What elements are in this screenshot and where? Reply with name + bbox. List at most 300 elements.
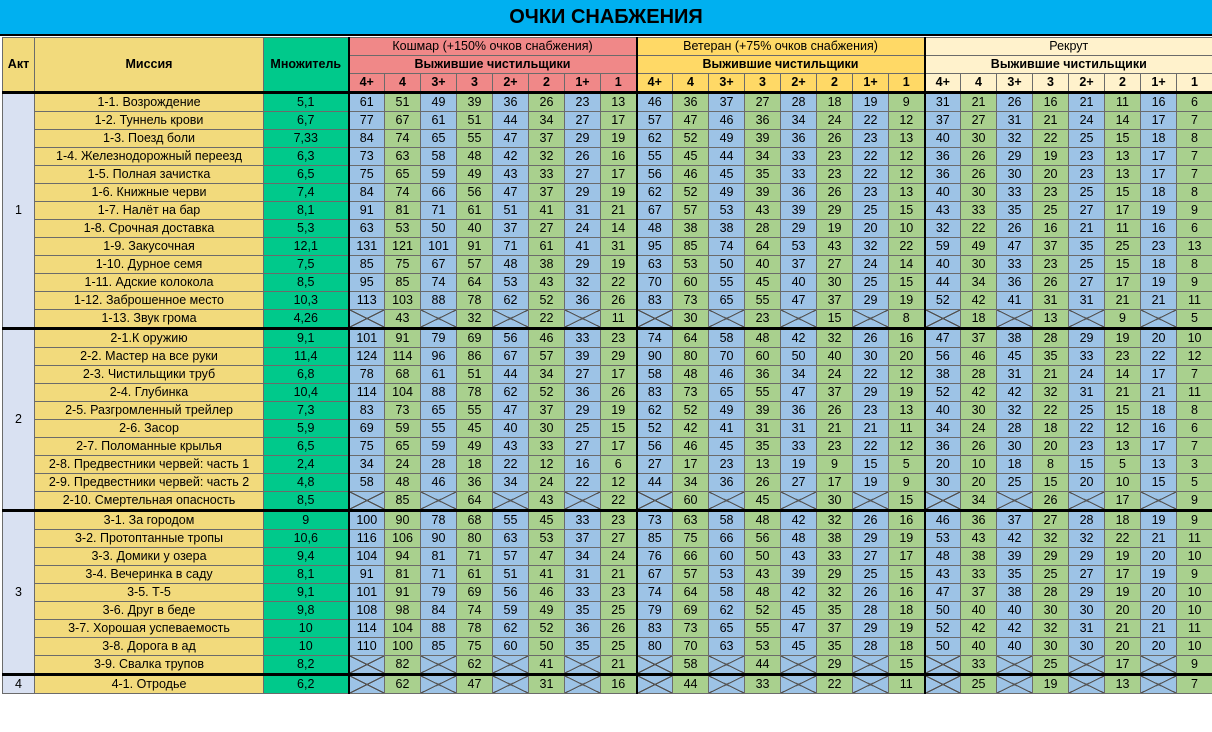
points-cell: 50 [925, 602, 961, 620]
points-cell: 67 [385, 112, 421, 130]
points-cell: 17 [1105, 566, 1141, 584]
points-cell: 23 [1069, 438, 1105, 456]
points-cell: 28 [961, 366, 997, 384]
points-cell: 30 [961, 184, 997, 202]
points-cell: 47 [781, 384, 817, 402]
points-cell: 22 [853, 366, 889, 384]
column-header-veteran: 4 [673, 74, 709, 93]
points-cell: 16 [889, 329, 925, 348]
points-cell: 27 [817, 256, 853, 274]
points-cell: 45 [781, 638, 817, 656]
points-cell: 98 [385, 602, 421, 620]
points-cell: 12 [1177, 348, 1212, 366]
points-cell: 21 [1105, 620, 1141, 638]
points-cell: 43 [745, 566, 781, 584]
points-cell: 6 [1177, 220, 1212, 238]
points-cell: 31 [745, 420, 781, 438]
points-cell: 11 [601, 310, 637, 329]
points-cell: 45 [745, 492, 781, 511]
mission-name: 3-9. Свалка трупов [35, 656, 264, 675]
empty-cell [709, 310, 745, 329]
points-cell: 7 [1177, 148, 1212, 166]
points-cell: 37 [817, 384, 853, 402]
points-cell: 9 [1177, 566, 1212, 584]
empty-cell [709, 492, 745, 511]
points-cell: 19 [1141, 274, 1177, 292]
points-cell: 64 [457, 492, 493, 511]
points-cell: 40 [925, 130, 961, 148]
points-cell: 22 [493, 456, 529, 474]
points-cell: 37 [529, 184, 565, 202]
points-cell: 62 [637, 402, 673, 420]
points-cell: 27 [853, 548, 889, 566]
points-cell: 21 [1141, 620, 1177, 638]
points-cell: 37 [1033, 238, 1069, 256]
empty-cell [853, 492, 889, 511]
points-cell: 16 [1141, 220, 1177, 238]
points-cell: 10 [1177, 584, 1212, 602]
points-cell: 37 [781, 256, 817, 274]
empty-cell [637, 656, 673, 675]
multiplier-value: 8,1 [264, 566, 349, 584]
column-header-recruit: 3 [1033, 74, 1069, 93]
points-cell: 17 [1141, 366, 1177, 384]
empty-cell [925, 656, 961, 675]
mission-name: 1-7. Налёт на бар [35, 202, 264, 220]
empty-cell [565, 656, 601, 675]
points-cell: 25 [1105, 238, 1141, 256]
table-row [3, 566, 1212, 584]
points-cell: 49 [709, 402, 745, 420]
multiplier-value: 9,8 [264, 602, 349, 620]
mission-name: 3-4. Вечеринка в саду [35, 566, 264, 584]
points-cell: 16 [601, 675, 637, 694]
points-cell: 11 [889, 675, 925, 694]
mission-name: 3-7. Хорошая успеваемость [35, 620, 264, 638]
points-cell: 21 [1069, 220, 1105, 238]
points-cell: 106 [385, 530, 421, 548]
points-cell: 52 [925, 292, 961, 310]
points-cell: 17 [601, 112, 637, 130]
points-cell: 57 [493, 548, 529, 566]
points-cell: 46 [529, 329, 565, 348]
points-cell: 25 [961, 675, 997, 694]
mission-name: 1-12. Заброшенное место [35, 292, 264, 310]
points-cell: 65 [709, 384, 745, 402]
empty-cell [853, 656, 889, 675]
points-cell: 73 [349, 148, 385, 166]
points-cell: 24 [961, 420, 997, 438]
points-cell: 85 [385, 274, 421, 292]
points-cell: 85 [673, 238, 709, 256]
points-cell: 22 [1033, 402, 1069, 420]
points-cell: 34 [961, 492, 997, 511]
points-cell: 41 [997, 292, 1033, 310]
points-cell: 39 [745, 402, 781, 420]
points-cell: 47 [493, 130, 529, 148]
points-cell: 36 [781, 130, 817, 148]
points-cell: 16 [889, 584, 925, 602]
points-cell: 38 [709, 220, 745, 238]
points-cell: 33 [565, 511, 601, 530]
points-cell: 96 [421, 348, 457, 366]
points-cell: 68 [385, 366, 421, 384]
points-cell: 20 [889, 348, 925, 366]
points-cell: 19 [1033, 148, 1069, 166]
points-cell: 40 [745, 256, 781, 274]
multiplier-value: 5,9 [264, 420, 349, 438]
points-cell: 39 [745, 130, 781, 148]
points-cell: 19 [601, 184, 637, 202]
multiplier-value: 9,4 [264, 548, 349, 566]
points-cell: 34 [493, 474, 529, 492]
points-cell: 55 [457, 130, 493, 148]
points-cell: 73 [637, 511, 673, 530]
points-cell: 46 [673, 438, 709, 456]
points-cell: 56 [745, 530, 781, 548]
points-cell: 23 [817, 438, 853, 456]
points-cell: 25 [1069, 130, 1105, 148]
multiplier-value: 9 [264, 511, 349, 530]
column-header-nightmare: 1 [601, 74, 637, 93]
empty-cell [493, 656, 529, 675]
points-cell: 19 [853, 474, 889, 492]
points-cell: 35 [565, 602, 601, 620]
points-cell: 33 [565, 329, 601, 348]
points-cell: 34 [745, 148, 781, 166]
empty-cell [349, 656, 385, 675]
points-cell: 39 [997, 548, 1033, 566]
points-cell: 10 [1105, 474, 1141, 492]
points-cell: 44 [925, 274, 961, 292]
points-cell: 14 [889, 256, 925, 274]
points-cell: 36 [493, 93, 529, 112]
points-cell: 77 [349, 112, 385, 130]
points-cell: 26 [853, 329, 889, 348]
points-cell: 27 [529, 220, 565, 238]
points-cell: 12 [889, 438, 925, 456]
points-cell: 25 [1033, 656, 1069, 675]
supply-points-table [2, 37, 1212, 694]
points-cell: 59 [421, 438, 457, 456]
table-row [3, 112, 1212, 130]
points-cell: 29 [1069, 548, 1105, 566]
points-cell: 32 [565, 274, 601, 292]
points-cell: 55 [745, 292, 781, 310]
points-cell: 52 [529, 384, 565, 402]
points-cell: 66 [673, 548, 709, 566]
points-cell: 36 [961, 511, 997, 530]
table-row [3, 220, 1212, 238]
empty-cell [349, 492, 385, 511]
points-cell: 33 [781, 438, 817, 456]
points-cell: 19 [889, 384, 925, 402]
points-cell: 26 [961, 148, 997, 166]
points-cell: 19 [601, 256, 637, 274]
points-cell: 26 [817, 184, 853, 202]
points-cell: 66 [709, 530, 745, 548]
points-cell: 68 [457, 511, 493, 530]
points-cell: 62 [493, 620, 529, 638]
points-cell: 80 [457, 530, 493, 548]
points-cell: 59 [385, 420, 421, 438]
empty-cell [565, 675, 601, 694]
points-cell: 5 [889, 456, 925, 474]
points-cell: 29 [817, 656, 853, 675]
points-cell: 48 [745, 511, 781, 530]
column-header-recruit: 4 [961, 74, 997, 93]
points-cell: 74 [385, 130, 421, 148]
points-cell: 18 [1141, 130, 1177, 148]
points-cell: 69 [673, 602, 709, 620]
points-cell: 9 [1105, 310, 1141, 329]
points-cell: 28 [781, 93, 817, 112]
points-cell: 36 [925, 166, 961, 184]
empty-cell [997, 492, 1033, 511]
mission-name: 1-11. Адские колокола [35, 274, 264, 292]
points-cell: 78 [457, 292, 493, 310]
points-cell: 17 [601, 166, 637, 184]
points-cell: 50 [745, 548, 781, 566]
points-cell: 18 [1141, 256, 1177, 274]
points-cell: 24 [817, 366, 853, 384]
points-cell: 17 [601, 438, 637, 456]
points-cell: 31 [601, 238, 637, 256]
points-cell: 15 [889, 656, 925, 675]
points-cell: 27 [1069, 274, 1105, 292]
points-cell: 18 [997, 456, 1033, 474]
points-cell: 71 [493, 238, 529, 256]
points-cell: 26 [961, 438, 997, 456]
points-cell: 44 [493, 112, 529, 130]
table-row [3, 548, 1212, 566]
points-cell: 61 [421, 112, 457, 130]
points-cell: 53 [493, 274, 529, 292]
column-header-recruit: 2 [1105, 74, 1141, 93]
column-header-veteran: 2 [817, 74, 853, 93]
points-cell: 37 [709, 93, 745, 112]
points-cell: 53 [709, 202, 745, 220]
points-cell: 28 [853, 638, 889, 656]
points-cell: 43 [925, 202, 961, 220]
points-cell: 42 [493, 148, 529, 166]
points-cell: 49 [709, 130, 745, 148]
points-cell: 27 [601, 530, 637, 548]
points-cell: 90 [421, 530, 457, 548]
points-cell: 33 [529, 438, 565, 456]
column-header-nightmare: 3 [457, 74, 493, 93]
points-cell: 58 [709, 329, 745, 348]
points-cell: 78 [421, 511, 457, 530]
multiplier-value: 6,5 [264, 166, 349, 184]
multiplier-value: 5,3 [264, 220, 349, 238]
points-cell: 33 [781, 148, 817, 166]
points-cell: 13 [745, 456, 781, 474]
points-cell: 20 [1141, 602, 1177, 620]
points-cell: 75 [349, 438, 385, 456]
table-row [3, 492, 1212, 511]
points-cell: 69 [457, 329, 493, 348]
points-cell: 17 [1141, 166, 1177, 184]
points-cell: 19 [1105, 329, 1141, 348]
points-cell: 30 [997, 166, 1033, 184]
points-cell: 55 [493, 511, 529, 530]
points-cell: 15 [817, 310, 853, 329]
points-cell: 41 [529, 202, 565, 220]
empty-cell [781, 656, 817, 675]
points-cell: 58 [349, 474, 385, 492]
points-cell: 19 [601, 402, 637, 420]
header-mission: Миссия [35, 38, 264, 93]
points-cell: 62 [709, 602, 745, 620]
points-cell: 41 [565, 238, 601, 256]
points-cell: 18 [817, 93, 853, 112]
points-cell: 32 [1033, 530, 1069, 548]
points-cell: 10 [1177, 329, 1212, 348]
points-cell: 44 [637, 474, 673, 492]
points-cell: 10 [1177, 602, 1212, 620]
points-cell: 24 [601, 548, 637, 566]
points-cell: 29 [817, 202, 853, 220]
act-number: 4 [3, 675, 35, 694]
points-cell: 43 [961, 530, 997, 548]
points-cell: 28 [1033, 584, 1069, 602]
mission-name: 2-6. Засор [35, 420, 264, 438]
points-cell: 56 [637, 166, 673, 184]
points-cell: 14 [1105, 112, 1141, 130]
points-cell: 43 [745, 202, 781, 220]
mission-name: 2-3. Чистильщики труб [35, 366, 264, 384]
points-cell: 26 [817, 402, 853, 420]
points-cell: 9 [889, 93, 925, 112]
points-cell: 36 [565, 620, 601, 638]
points-cell: 104 [349, 548, 385, 566]
points-cell: 23 [853, 402, 889, 420]
points-cell: 34 [961, 274, 997, 292]
points-cell: 9 [1177, 511, 1212, 530]
points-cell: 38 [529, 256, 565, 274]
points-cell: 20 [1141, 329, 1177, 348]
points-cell: 47 [781, 620, 817, 638]
points-cell: 55 [421, 420, 457, 438]
mission-name: 1-5. Полная зачистка [35, 166, 264, 184]
points-cell: 53 [385, 220, 421, 238]
points-cell: 40 [925, 184, 961, 202]
empty-cell [997, 656, 1033, 675]
column-header-veteran: 2+ [781, 74, 817, 93]
points-cell: 41 [529, 656, 565, 675]
points-cell: 22 [1033, 130, 1069, 148]
points-cell: 25 [997, 474, 1033, 492]
points-cell: 18 [1033, 420, 1069, 438]
points-cell: 20 [1069, 474, 1105, 492]
points-cell: 100 [385, 638, 421, 656]
points-cell: 83 [637, 384, 673, 402]
points-cell: 47 [925, 584, 961, 602]
points-cell: 36 [925, 438, 961, 456]
points-cell: 25 [1069, 184, 1105, 202]
points-cell: 35 [997, 202, 1033, 220]
points-cell: 110 [349, 638, 385, 656]
points-cell: 19 [1141, 511, 1177, 530]
points-cell: 25 [601, 638, 637, 656]
points-cell: 31 [529, 675, 565, 694]
empty-cell [493, 675, 529, 694]
points-cell: 19 [817, 220, 853, 238]
points-cell: 75 [673, 530, 709, 548]
points-cell: 37 [493, 220, 529, 238]
points-cell: 26 [1033, 274, 1069, 292]
points-cell: 91 [385, 329, 421, 348]
points-cell: 36 [781, 402, 817, 420]
points-cell: 16 [1033, 93, 1069, 112]
points-cell: 50 [781, 348, 817, 366]
points-cell: 42 [961, 620, 997, 638]
points-cell: 18 [1105, 511, 1141, 530]
empty-cell [853, 675, 889, 694]
points-cell: 17 [673, 456, 709, 474]
points-cell: 74 [457, 602, 493, 620]
points-cell: 60 [673, 492, 709, 511]
points-cell: 50 [709, 256, 745, 274]
points-cell: 13 [1105, 438, 1141, 456]
points-cell: 69 [457, 584, 493, 602]
points-cell: 25 [1033, 566, 1069, 584]
points-cell: 29 [565, 256, 601, 274]
points-cell: 22 [853, 166, 889, 184]
mission-name: 2-7. Поломанные крылья [35, 438, 264, 456]
points-cell: 16 [601, 148, 637, 166]
points-cell: 48 [637, 220, 673, 238]
points-cell: 17 [1105, 274, 1141, 292]
points-cell: 28 [421, 456, 457, 474]
points-cell: 104 [385, 620, 421, 638]
points-cell: 36 [997, 274, 1033, 292]
points-cell: 31 [925, 93, 961, 112]
points-cell: 79 [637, 602, 673, 620]
points-cell: 19 [1141, 566, 1177, 584]
points-cell: 47 [781, 292, 817, 310]
points-cell: 22 [1105, 530, 1141, 548]
empty-cell [421, 492, 457, 511]
points-cell: 58 [421, 148, 457, 166]
points-cell: 91 [385, 584, 421, 602]
points-cell: 52 [529, 620, 565, 638]
points-cell: 32 [817, 329, 853, 348]
points-cell: 34 [781, 112, 817, 130]
points-cell: 29 [853, 620, 889, 638]
points-cell: 38 [961, 548, 997, 566]
points-cell: 28 [745, 220, 781, 238]
multiplier-value: 10,3 [264, 292, 349, 310]
points-cell: 19 [1105, 548, 1141, 566]
table-row [3, 274, 1212, 292]
points-cell: 23 [601, 511, 637, 530]
column-header-recruit: 3+ [997, 74, 1033, 93]
points-cell: 30 [1033, 602, 1069, 620]
points-cell: 88 [421, 620, 457, 638]
points-cell: 9 [1177, 202, 1212, 220]
points-cell: 36 [673, 93, 709, 112]
points-cell: 23 [1033, 256, 1069, 274]
points-cell: 27 [781, 474, 817, 492]
points-cell: 82 [385, 656, 421, 675]
points-cell: 51 [493, 566, 529, 584]
points-cell: 101 [349, 329, 385, 348]
points-cell: 20 [853, 220, 889, 238]
points-cell: 108 [349, 602, 385, 620]
points-cell: 45 [781, 602, 817, 620]
